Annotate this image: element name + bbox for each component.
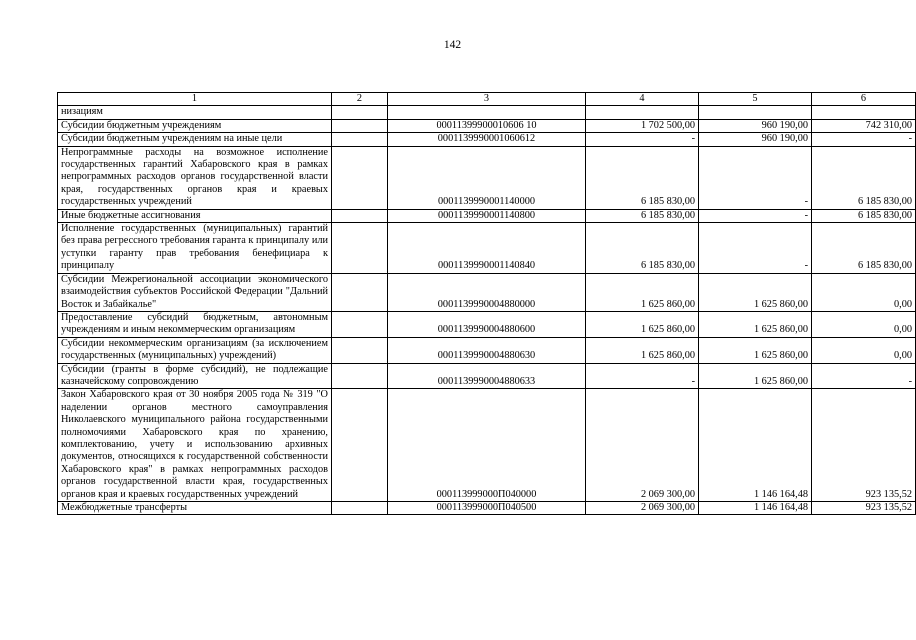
- row-col2-cell: [332, 502, 388, 515]
- row-col4-cell: -: [586, 133, 699, 146]
- table-header-row: [58, 93, 916, 106]
- row-col6-cell: 923 135,52: [812, 389, 916, 502]
- row-code-cell: 0001139990001140800: [388, 209, 586, 222]
- row-col2-cell: [332, 146, 388, 209]
- table-row: [58, 106, 916, 119]
- row-col6-cell: 6 185 830,00: [812, 223, 916, 274]
- row-col6-cell: 742 310,00: [812, 119, 916, 132]
- row-col6-cell: 0,00: [812, 311, 916, 337]
- row-col4-cell: -: [586, 363, 699, 389]
- row-name-cell: Субсидии бюджетным учреждениям на иные цели: [58, 133, 332, 146]
- row-col2-cell: [332, 273, 388, 311]
- row-col2-cell: [332, 209, 388, 222]
- column-header-3: 3: [388, 93, 586, 106]
- row-col2-cell: [332, 311, 388, 337]
- row-name-cell: Иные бюджетные ассигнования: [58, 209, 332, 222]
- row-col4-cell: 6 185 830,00: [586, 209, 699, 222]
- page-number: 142: [443, 39, 462, 51]
- row-col4-cell: 1 625 860,00: [586, 273, 699, 311]
- row-col6-cell: -: [812, 363, 916, 389]
- row-col6-cell: 923 135,52: [812, 502, 916, 515]
- row-name-cell: Субсидии некоммерческим организациям (за исключением государственных (муниципальных) учреждений): [58, 337, 332, 363]
- row-name-cell: Субсидии бюджетным учреждениям: [58, 119, 332, 132]
- row-col4-cell: 6 185 830,00: [586, 223, 699, 274]
- row-col6-cell: 0,00: [812, 337, 916, 363]
- budget-table: [57, 92, 916, 515]
- row-col5-cell: 1 146 164,48: [699, 389, 812, 502]
- column-header-5: 5: [699, 93, 812, 106]
- table-row: [58, 223, 916, 274]
- table-row: [58, 389, 916, 502]
- row-col6-cell: 6 185 830,00: [812, 209, 916, 222]
- table-row: [58, 502, 916, 515]
- row-col2-cell: [332, 119, 388, 132]
- row-name-cell: Межбюджетные трансферты: [58, 502, 332, 515]
- table-row: [58, 133, 916, 146]
- row-col4-cell: [586, 106, 699, 119]
- row-col2-cell: [332, 223, 388, 274]
- row-name-cell: Непрограммные расходы на возможное исполнение государственных гарантий Хабаровского края в рамках непрограммных расходов органов государственной власти края, государственных органов края и краевых государственных учреждений: [58, 146, 332, 209]
- row-col4-cell: 1 625 860,00: [586, 337, 699, 363]
- row-name-cell: низациям: [58, 106, 332, 119]
- row-code-cell: [388, 106, 586, 119]
- row-name-cell: Исполнение государственных (муниципальных) гарантий без права регрессного требования гаранта к принципалу или уступки гаранту прав требования бенефициара к принципалу: [58, 223, 332, 274]
- row-col2-cell: [332, 337, 388, 363]
- row-col5-cell: 1 146 164,48: [699, 502, 812, 515]
- row-name-cell: Предоставление субсидий бюджетным, автономным учреждениям и иным некоммерческим организациям: [58, 311, 332, 337]
- row-col5-cell: 1 625 860,00: [699, 363, 812, 389]
- row-code-cell: 0001139990001140000: [388, 146, 586, 209]
- row-col2-cell: [332, 106, 388, 119]
- row-code-cell: 0001139990004880630: [388, 337, 586, 363]
- row-col4-cell: 1 625 860,00: [586, 311, 699, 337]
- row-col6-cell: [812, 106, 916, 119]
- row-code-cell: 0001139990004880633: [388, 363, 586, 389]
- row-col5-cell: [699, 106, 812, 119]
- row-col2-cell: [332, 363, 388, 389]
- row-col4-cell: 1 702 500,00: [586, 119, 699, 132]
- table-row: [58, 119, 916, 132]
- row-col2-cell: [332, 133, 388, 146]
- table-body: [58, 93, 916, 515]
- table-row: [58, 209, 916, 222]
- row-col6-cell: 6 185 830,00: [812, 146, 916, 209]
- table-row: [58, 146, 916, 209]
- row-col5-cell: 960 190,00: [699, 133, 812, 146]
- row-col5-cell: 1 625 860,00: [699, 337, 812, 363]
- column-header-6: 6: [812, 93, 916, 106]
- row-col6-cell: 0,00: [812, 273, 916, 311]
- column-header-2: 2: [332, 93, 388, 106]
- table-row: [58, 273, 916, 311]
- row-col5-cell: -: [699, 209, 812, 222]
- row-col2-cell: [332, 389, 388, 502]
- row-col5-cell: 1 625 860,00: [699, 273, 812, 311]
- row-code-cell: 0001139990004880600: [388, 311, 586, 337]
- table-row: [58, 337, 916, 363]
- row-col4-cell: 2 069 300,00: [586, 502, 699, 515]
- row-col5-cell: -: [699, 223, 812, 274]
- table-row: [58, 363, 916, 389]
- row-code-cell: 000113999000П040500: [388, 502, 586, 515]
- row-code-cell: 0001139990004880000: [388, 273, 586, 311]
- column-header-1: 1: [58, 93, 332, 106]
- row-col5-cell: -: [699, 146, 812, 209]
- row-col4-cell: 2 069 300,00: [586, 389, 699, 502]
- column-header-4: 4: [586, 93, 699, 106]
- row-col5-cell: 1 625 860,00: [699, 311, 812, 337]
- row-col5-cell: 960 190,00: [699, 119, 812, 132]
- row-col4-cell: 6 185 830,00: [586, 146, 699, 209]
- row-code-cell: 00011399900010606 10: [388, 119, 586, 132]
- row-name-cell: Субсидии (гранты в форме субсидий), не подлежащие казначейскому сопровождению: [58, 363, 332, 389]
- table-row: [58, 311, 916, 337]
- row-code-cell: 0001139990001060612: [388, 133, 586, 146]
- row-code-cell: 0001139990001140840: [388, 223, 586, 274]
- row-name-cell: Субсидии Межрегиональной ассоциации экономического взаимодействия субъектов Российской Федерации "Дальний Восток и Забайкалье": [58, 273, 332, 311]
- row-code-cell: 000113999000П040000: [388, 389, 586, 502]
- row-name-cell: Закон Хабаровского края от 30 ноября 2005 года № 319 "О наделении органов местного самоуправления Николаевского муниципального района государственными полномочиями Хабаровского края по хранению, комплектованию, учету и использованию архивных документов, относящихся к государственной собственности Хабаровского края" в рамках непрограммных расходов органов государственной власти края, государственных органов края и краевых государственных учреждений: [58, 389, 332, 502]
- row-col6-cell: -: [812, 133, 916, 146]
